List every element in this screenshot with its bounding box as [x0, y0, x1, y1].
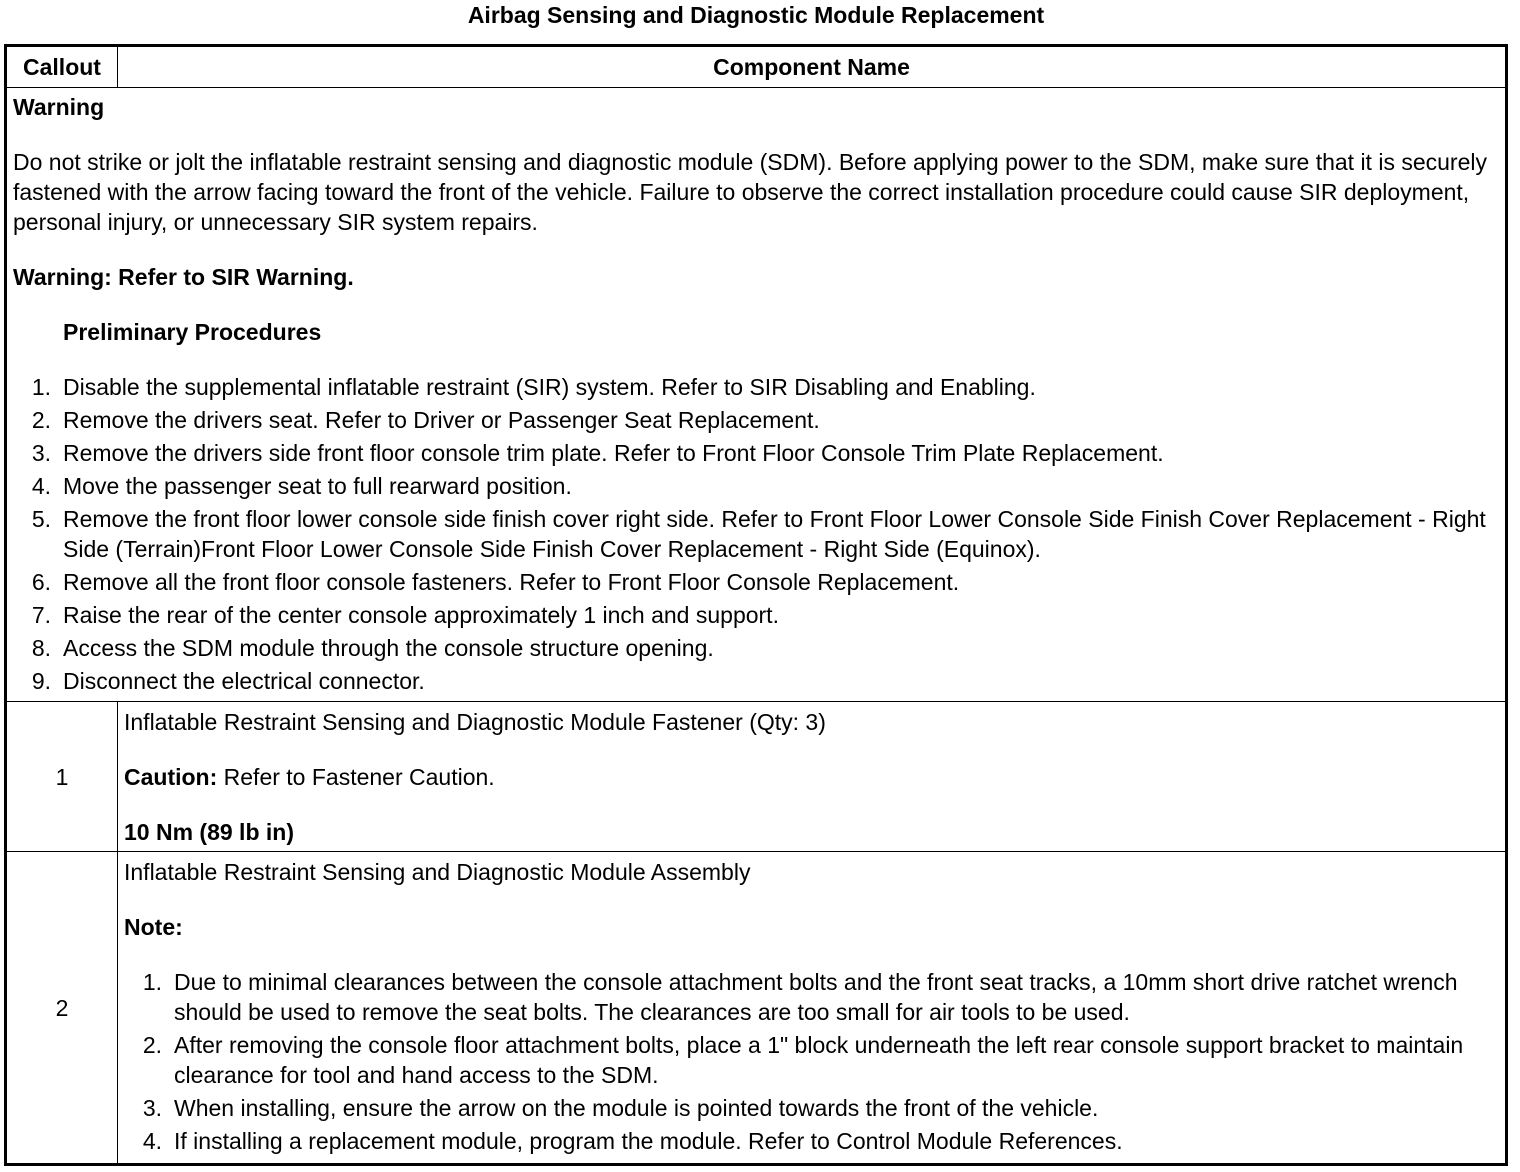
- list-item: [124, 967, 1499, 1027]
- list-item: [13, 372, 1499, 402]
- warning-heading: Warning: [13, 94, 105, 120]
- intro-cell: [6, 88, 1507, 702]
- component-name-header: Component Name: [118, 46, 1507, 88]
- step-text: Remove the front floor lower console side finish cover right side. Refer to Front Floor Lower Console Side Finish Cover Replacement - Right Side (Terrain)Front Floor Lower Console Side Finish Cover Replacement - Right Side (Equinox).: [63, 506, 1486, 562]
- list-item: [124, 1030, 1499, 1090]
- list-item: [13, 633, 1499, 663]
- table-row: [6, 852, 1507, 1165]
- note-text: Due to minimal clearances between the console attachment bolts and the front seat tracks, a 10mm short drive ratchet wrench should be used to remove the seat bolts. The clearances are too small for air tools to be used.: [174, 969, 1458, 1025]
- note-number: 3.: [142, 1095, 162, 1121]
- callout-header: Callout: [6, 46, 118, 88]
- step-text: Raise the rear of the center console approximately 1 inch and support.: [63, 602, 779, 628]
- step-text: Remove all the front floor console fasteners. Refer to Front Floor Console Replacement.: [63, 569, 960, 595]
- step-number: 9.: [31, 668, 51, 694]
- callout-number: 2: [6, 852, 118, 1165]
- list-item: [13, 471, 1499, 501]
- note-number: 2.: [142, 1032, 162, 1058]
- list-item: [13, 567, 1499, 597]
- table-row: [6, 702, 1507, 852]
- step-number: 7.: [31, 602, 51, 628]
- component-cell: [118, 702, 1507, 852]
- notes-list: [124, 967, 1499, 1156]
- caution-text: Refer to Fastener Caution.: [217, 764, 495, 790]
- list-item: [124, 1126, 1499, 1156]
- list-item: [13, 405, 1499, 435]
- list-item: [13, 438, 1499, 468]
- list-item: [13, 504, 1499, 564]
- list-item: [13, 666, 1499, 696]
- step-text: Access the SDM module through the console structure opening.: [63, 635, 714, 661]
- caution-line: [124, 762, 1499, 792]
- step-text: Disconnect the electrical connector.: [63, 668, 425, 694]
- step-text: Disable the supplemental inflatable restraint (SIR) system. Refer to SIR Disabling and Enabling.: [63, 374, 1036, 400]
- intro-row: [6, 88, 1507, 702]
- note-text: When installing, ensure the arrow on the module is pointed towards the front of the vehicle.: [174, 1095, 1099, 1121]
- step-text: Move the passenger seat to full rearward position.: [63, 473, 572, 499]
- torque-spec: 10 Nm (89 lb in): [124, 819, 294, 845]
- step-number: 3.: [31, 440, 51, 466]
- note-label: Note:: [124, 914, 183, 940]
- step-text: Remove the drivers side front floor console trim plate. Refer to Front Floor Console Trim Plate Replacement.: [63, 440, 1164, 466]
- step-number: 6.: [31, 569, 51, 595]
- table-header-row: [6, 46, 1507, 88]
- note-text: After removing the console floor attachment bolts, place a 1" block underneath the left rear console support bracket to maintain clearance for tool and hand access to the SDM.: [174, 1032, 1464, 1088]
- page-title: Airbag Sensing and Diagnostic Module Replacement: [467, 2, 1045, 28]
- step-number: 5.: [31, 506, 51, 532]
- step-number: 4.: [31, 473, 51, 499]
- warning-text: Do not strike or jolt the inflatable restraint sensing and diagnostic module (SDM). Before applying power to the SDM, make sure that it is securely fastened with the arrow facing toward the front of the vehicle. Failure to observe the correct installation procedure could cause SIR deployment, personal injury, or unnecessary SIR system repairs.: [13, 149, 1487, 235]
- component-table: [4, 44, 1508, 1166]
- step-number: 1.: [31, 374, 51, 400]
- note-number: 1.: [142, 969, 162, 995]
- warning-reference: Warning: Refer to SIR Warning.: [13, 264, 354, 290]
- list-item: [13, 600, 1499, 630]
- preliminary-procedures-heading: Preliminary Procedures: [63, 319, 322, 345]
- callout-number: 1: [6, 702, 118, 852]
- step-number: 8.: [31, 635, 51, 661]
- component-name: Inflatable Restraint Sensing and Diagnostic Module Fastener (Qty: 3): [124, 709, 826, 735]
- step-text: Remove the drivers seat. Refer to Driver or Passenger Seat Replacement.: [63, 407, 820, 433]
- step-number: 2.: [31, 407, 51, 433]
- component-cell: [118, 852, 1507, 1165]
- list-item: [124, 1093, 1499, 1123]
- note-number: 4.: [142, 1128, 162, 1154]
- preliminary-steps-list: [13, 372, 1499, 696]
- note-text: If installing a replacement module, program the module. Refer to Control Module References.: [174, 1128, 1123, 1154]
- caution-label: Caution:: [124, 764, 218, 790]
- component-name: Inflatable Restraint Sensing and Diagnostic Module Assembly: [124, 859, 751, 885]
